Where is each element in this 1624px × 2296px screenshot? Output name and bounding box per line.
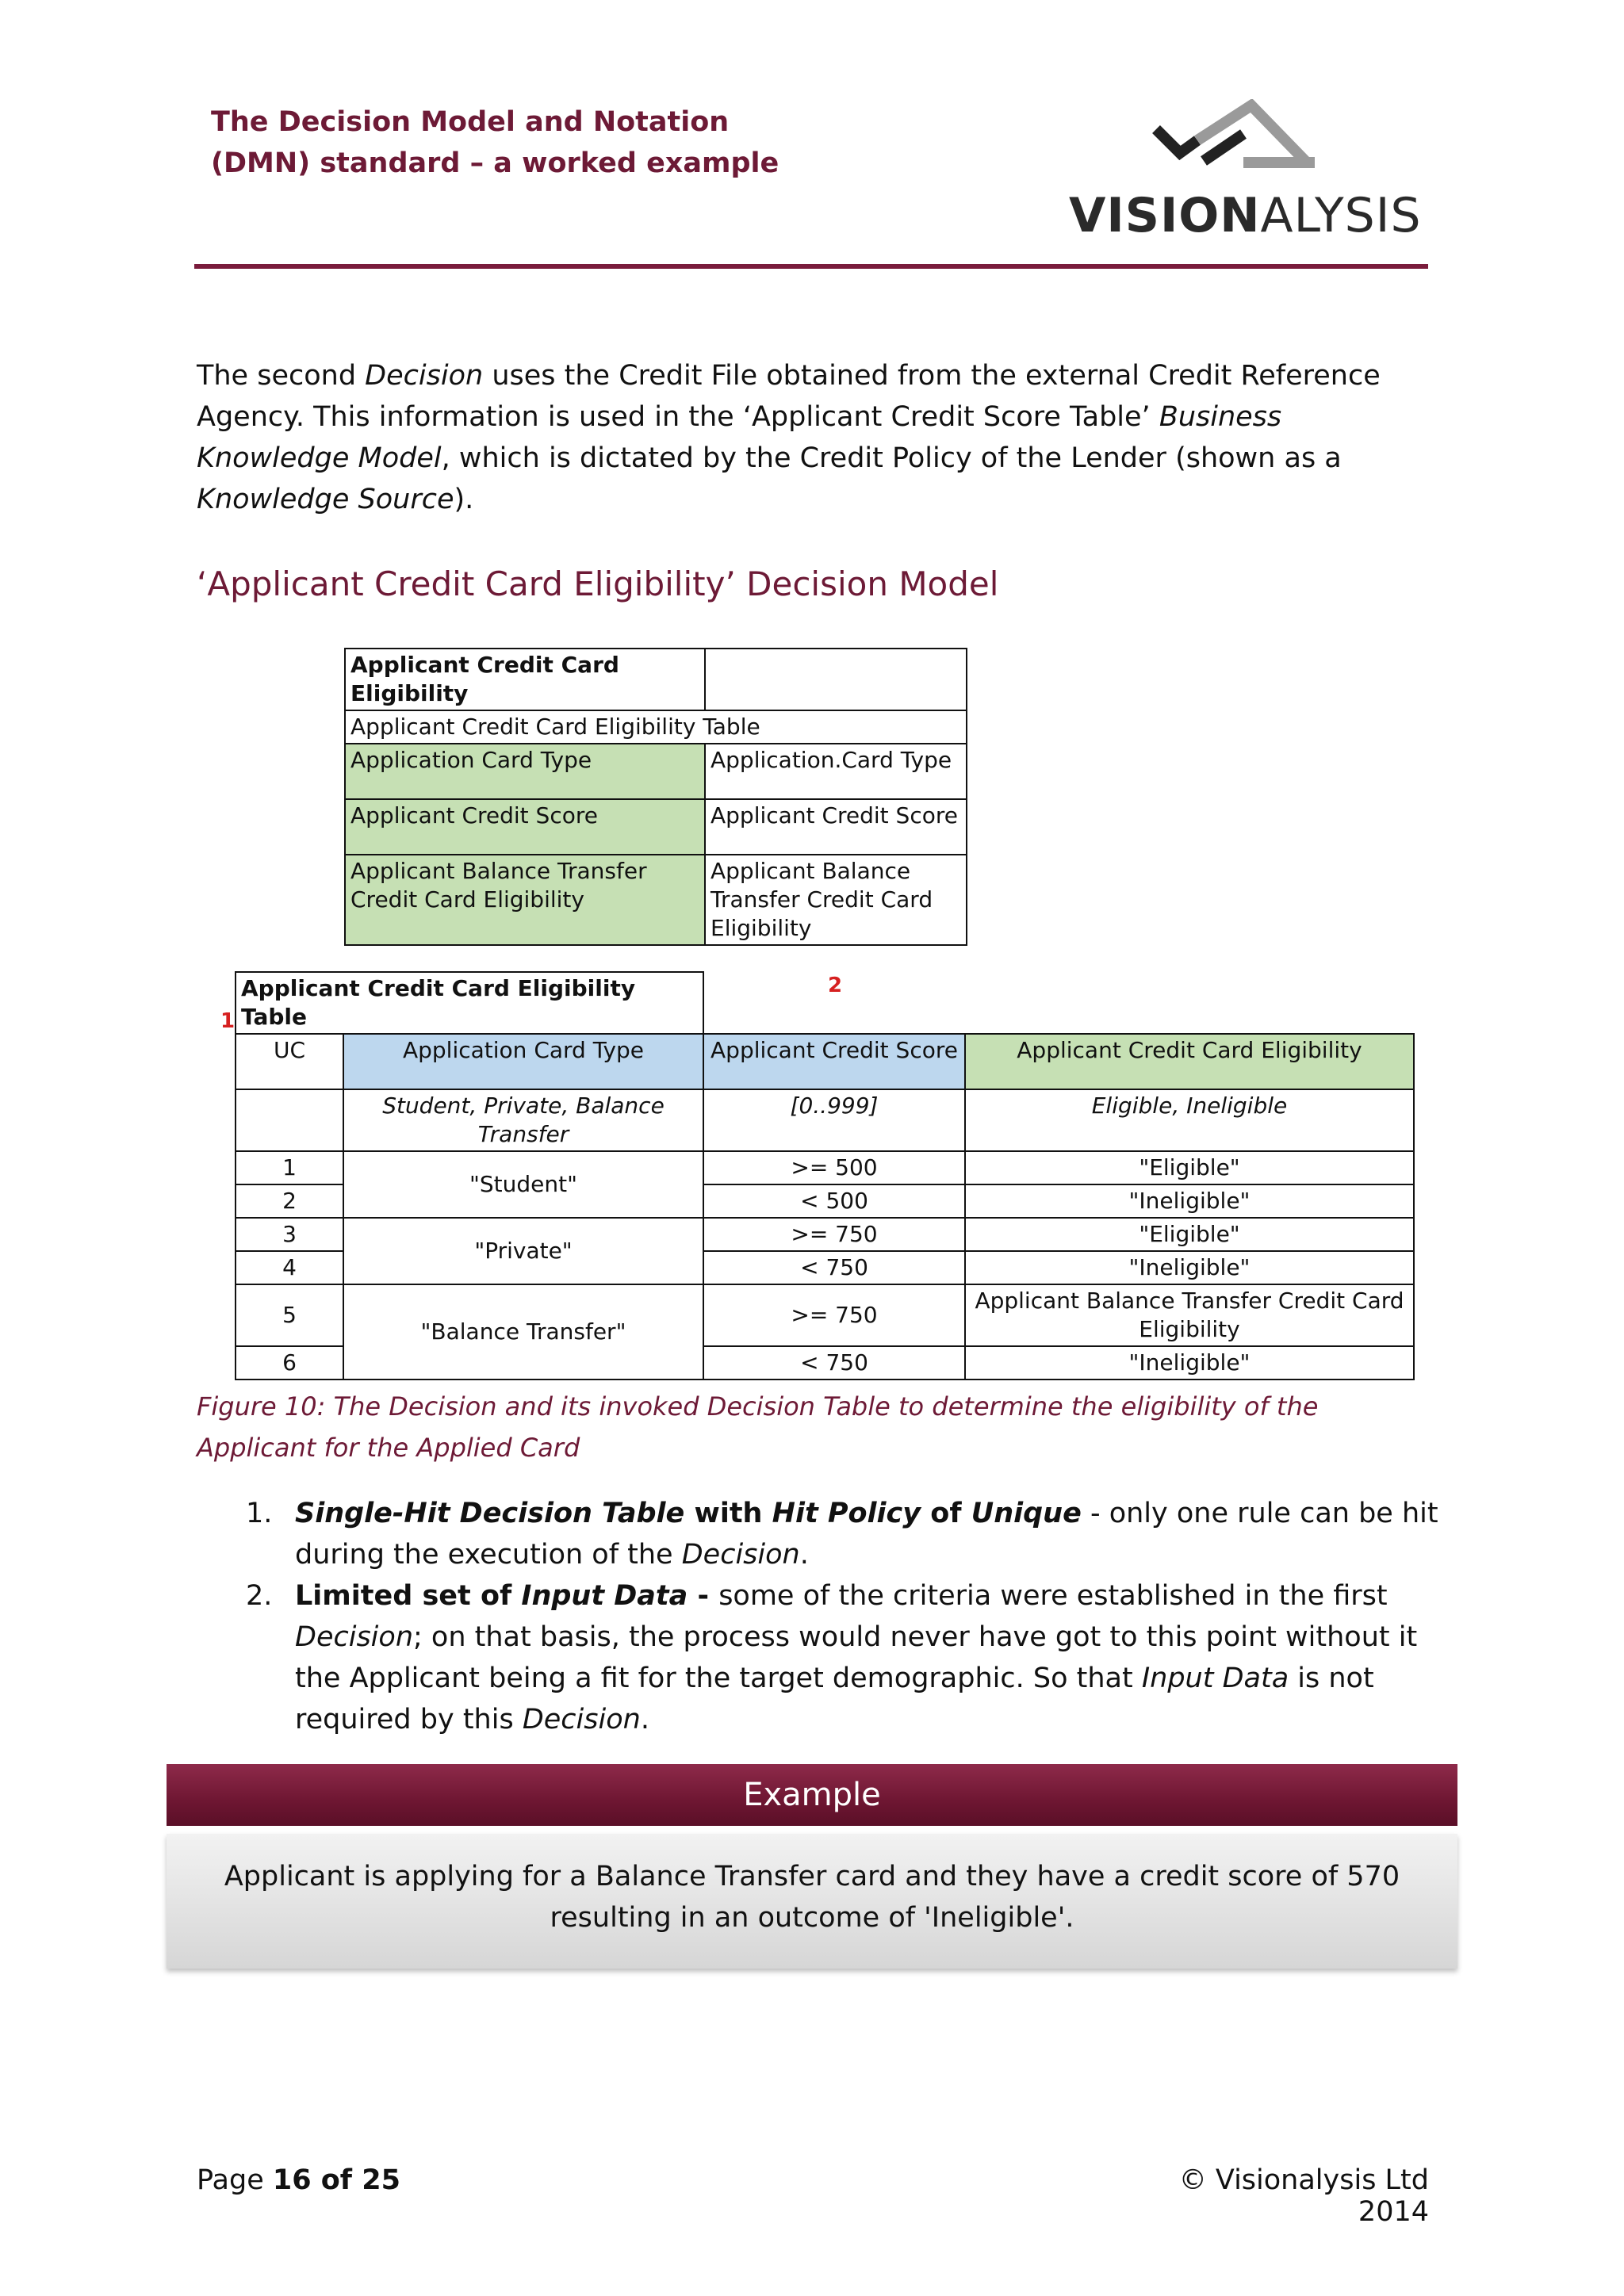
logo-wordmark bbox=[1069, 188, 1422, 243]
header-input-credit-score: Applicant Credit Score bbox=[703, 1034, 965, 1089]
rule-output: "Eligible" bbox=[965, 1151, 1414, 1184]
intro-term-knowledge-source: Knowledge Source bbox=[197, 484, 454, 515]
rule-card-type: "Private" bbox=[343, 1218, 703, 1284]
example-body: Applicant is applying for a Balance Transfer card and they have a credit score of 570 resulting in an outcome of 'Ineligible'. bbox=[167, 1834, 1457, 1969]
copyright: © Visionalysis Ltd 2014 bbox=[1178, 2164, 1429, 2228]
list-term: Input Data bbox=[521, 1580, 688, 1612]
rule-number: 3 bbox=[236, 1218, 343, 1251]
rule-score: < 500 bbox=[703, 1184, 965, 1218]
page-of: of bbox=[311, 2164, 362, 2196]
rule-card-type: "Student" bbox=[343, 1151, 703, 1218]
param-value: Applicant Balance Transfer Credit Card Eligibility bbox=[705, 855, 967, 945]
list-text-bold: Limited set of bbox=[295, 1580, 522, 1612]
header-divider bbox=[194, 264, 1428, 269]
list-term: Unique bbox=[971, 1498, 1082, 1529]
rule-number: 6 bbox=[236, 1346, 343, 1380]
decision-invocation-table bbox=[344, 648, 967, 946]
visionalysis-logo bbox=[1069, 99, 1422, 246]
list-text: . bbox=[640, 1704, 649, 1735]
logo-wordmark-bold: VISION bbox=[1069, 188, 1261, 243]
rule-score: >= 750 bbox=[703, 1284, 965, 1346]
allowed-outputs: Eligible, Ineligible bbox=[965, 1089, 1414, 1151]
list-text: some of the criteria were established in the first bbox=[718, 1580, 1388, 1612]
list-number: 2. bbox=[246, 1580, 273, 1612]
rule-score: < 750 bbox=[703, 1346, 965, 1380]
document-title bbox=[211, 101, 779, 184]
list-item bbox=[238, 1575, 1443, 1740]
list-text: ; on that basis, the process would never have got to this point without it the Applicant being a fit for the target demographic. So that bbox=[295, 1621, 1418, 1694]
annotation-label-1: 1 bbox=[220, 1009, 236, 1033]
list-text: . bbox=[799, 1539, 809, 1571]
param-name: Applicant Balance Transfer Credit Card Eligibility bbox=[345, 855, 705, 945]
list-term: Hit Policy bbox=[772, 1498, 921, 1529]
rule-number: 4 bbox=[236, 1251, 343, 1284]
list-term: Decision bbox=[522, 1704, 641, 1735]
header-input-card-type: Application Card Type bbox=[343, 1034, 703, 1089]
header-output-eligibility: Applicant Credit Card Eligibility bbox=[965, 1034, 1414, 1089]
list-text-bold: - bbox=[688, 1580, 719, 1612]
empty-cell bbox=[705, 649, 967, 710]
intro-text: uses the Credit File obtained from the external Credit Reference Agency. This information is used in the ‘Applicant Credit Score Table’ bbox=[197, 360, 1381, 433]
list-item bbox=[238, 1493, 1443, 1575]
logo-wordmark-light: ALYSIS bbox=[1260, 188, 1422, 243]
rule-score: >= 500 bbox=[703, 1151, 965, 1184]
rule-number: 5 bbox=[236, 1284, 343, 1346]
document-title-line1: The Decision Model and Notation bbox=[211, 106, 730, 138]
rule-output: "Ineligible" bbox=[965, 1184, 1414, 1218]
param-value: Application.Card Type bbox=[705, 744, 967, 799]
section-heading: ‘Applicant Credit Card Eligibility’ Decision Model bbox=[197, 564, 999, 603]
header-uc: UC bbox=[236, 1034, 343, 1089]
list-text-bold: with bbox=[684, 1498, 772, 1529]
rule-card-type: "Balance Transfer" bbox=[343, 1284, 703, 1380]
param-name: Application Card Type bbox=[345, 744, 705, 799]
page-total: 25 bbox=[362, 2164, 400, 2196]
rule-score: < 750 bbox=[703, 1251, 965, 1284]
annotation-label-2: 2 bbox=[828, 974, 843, 997]
rule-output: "Ineligible" bbox=[965, 1251, 1414, 1284]
invoked-table-name: Applicant Credit Card Eligibility Table bbox=[345, 710, 967, 744]
decision-table-name: Applicant Credit Card Eligibility Table bbox=[236, 972, 703, 1034]
document-title-line2: (DMN) standard – a worked example bbox=[211, 147, 779, 179]
rule-score: >= 750 bbox=[703, 1218, 965, 1251]
allowed-score-range: [0..999] bbox=[703, 1089, 965, 1151]
rule-number: 1 bbox=[236, 1151, 343, 1184]
list-term: Decision bbox=[681, 1539, 800, 1571]
decision-table bbox=[235, 971, 1415, 1380]
list-text-bold: of bbox=[921, 1498, 971, 1529]
intro-term-decision: Decision bbox=[365, 360, 484, 392]
logo-mark-icon bbox=[1148, 99, 1331, 178]
list-text: - only one rule can be hit during the execution of the bbox=[295, 1498, 1438, 1571]
rule-output: "Ineligible" bbox=[965, 1346, 1414, 1380]
allowed-empty bbox=[236, 1089, 343, 1151]
intro-text: , which is dictated by the Credit Policy of the Lender (shown as a bbox=[441, 442, 1342, 474]
param-value: Applicant Credit Score bbox=[705, 799, 967, 855]
decision-title: Applicant Credit Card Eligibility bbox=[345, 649, 705, 710]
numbered-list bbox=[238, 1493, 1443, 1740]
intro-text: ). bbox=[454, 484, 474, 515]
list-term: Single-Hit Decision Table bbox=[295, 1498, 685, 1529]
intro-text: The second bbox=[197, 360, 366, 392]
allowed-card-types: Student, Private, Balance Transfer bbox=[343, 1089, 703, 1151]
rule-output: Applicant Balance Transfer Credit Card Eligibility bbox=[965, 1284, 1414, 1346]
rule-number: 2 bbox=[236, 1184, 343, 1218]
list-term: Input Data bbox=[1141, 1663, 1289, 1694]
empty-cell bbox=[703, 972, 1414, 1034]
intro-paragraph bbox=[197, 355, 1434, 520]
figure-caption: Figure 10: The Decision and its invoked Decision Table to determine the eligibility of the Applicant for the Applied Card bbox=[197, 1391, 1319, 1463]
list-text: is not required by this bbox=[295, 1663, 1374, 1735]
list-term: Decision bbox=[295, 1621, 414, 1653]
intro-term-bkm: Business Knowledge Model bbox=[197, 401, 1282, 474]
example-heading: Example bbox=[167, 1764, 1457, 1826]
rule-output: "Eligible" bbox=[965, 1218, 1414, 1251]
page-number bbox=[197, 2164, 400, 2196]
list-number: 1. bbox=[246, 1498, 273, 1529]
page-current: 16 bbox=[272, 2164, 312, 2196]
param-name: Applicant Credit Score bbox=[345, 799, 705, 855]
page-prefix: Page bbox=[197, 2164, 273, 2196]
